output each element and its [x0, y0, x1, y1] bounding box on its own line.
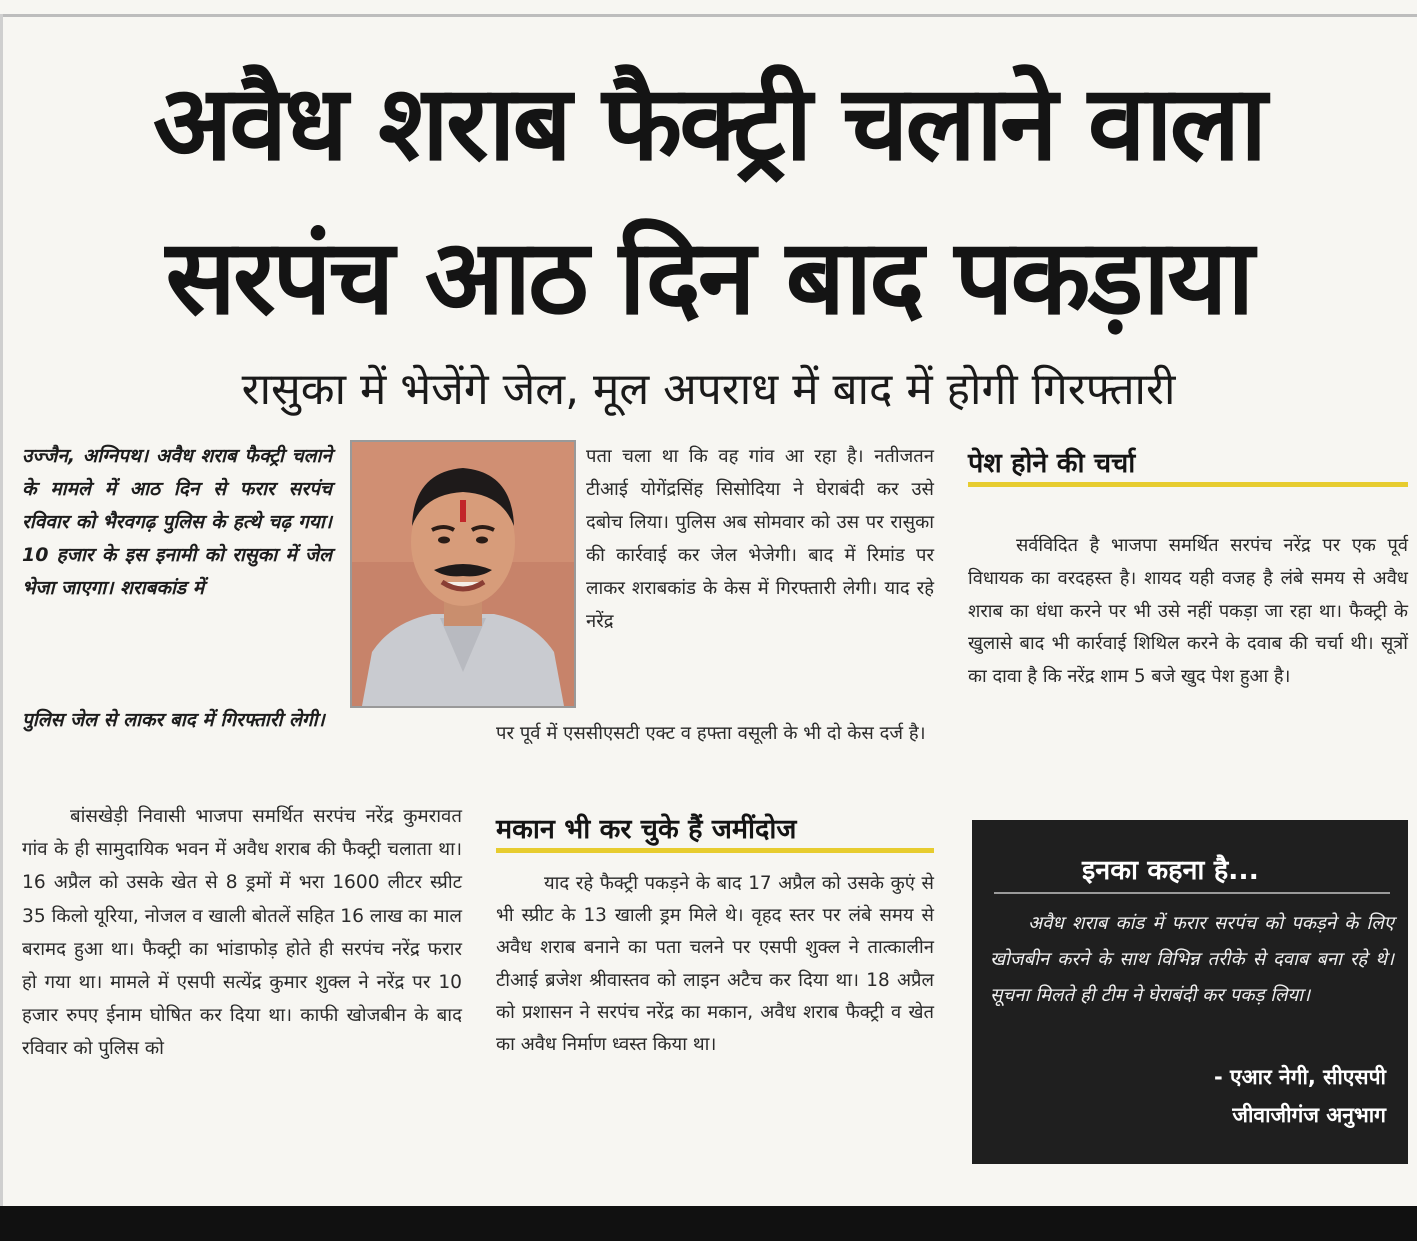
quote-text: अवैध शराब कांड में फरार सरपंच को पकड़ने के लिए खोजबीन करने के साथ विभिन्न तरीके से दवाब बना रहे थे। सूचना मिलते ही टीम ने घेराबंदी कर पकड़ लिया। [990, 913, 1394, 1006]
column-2-body: याद रहे फैक्ट्री पकड़ने के बाद 17 अप्रैल को उसके कुएं से भी स्प्रीट के 13 खाली ड्रम मिले थे। वृहद स्तर पर लंबे समय से अवैध शराब बनाने का पता चलने पर एसपी शुक्ल ने तात्कालीन टीआई ब्रजेश श्रीवास्तव को लाइन अटैच कर दिया था। 18 अप्रैल को प्रशासन ने सरपंच नरेंद्र का मकान, अवैध शराब फैक्ट्री व खेत का अवैध निर्माण ध्वस्त किया था। [496, 873, 934, 1056]
intro-paragraph-tail: पुलिस जेल से लाकर बाद में गिरफ्तारी लेगी। [22, 709, 325, 731]
left-border [0, 14, 3, 1206]
quote-title: इनका कहना है... [1082, 855, 1259, 886]
sarpanch-photo [350, 440, 576, 708]
headline-line-2: सरपंच आठ दिन बाद पकड़ाया [165, 216, 1252, 338]
quote-attribution [1214, 1058, 1386, 1134]
column-3-body: सर्वविदित है भाजपा समर्थित सरपंच नरेंद्र पर एक पूर्व विधायक का वरदहस्त है। शायद यही वजह है लंबे समय से अवैध शराब का धंधा करने पर भी उसे नहीं पकड़ा जा रहा था। फैक्ट्री के खुलासे बाद भी कार्रवाई शिथिल करने के दवाब की चर्चा थी। सूत्रों का दावा है कि नरेंद्र शाम 5 बजे खुद पेश हुआ है। [968, 535, 1408, 688]
subheading-surrender-talk: पेश होने की चर्चा [968, 448, 1136, 479]
intro-paragraph: उज्जैन, अग्निपथ। अवैध शराब फैक्ट्री चलाने के मामले में आठ दिन से फरार सरपंच रविवार को भैरवगढ़ पुलिस के हत्थे चढ़ गया। 10 हजार के इस इनामी को रासुका में जेल भेजा जाएगा। शराबकांड में [22, 445, 332, 599]
official-quote-box [972, 820, 1408, 1164]
column-2-top-tail: पर पूर्व में एससीएसटी एक्ट व हफ्ता वसूली के भी दो केस दर्ज है। [496, 723, 926, 744]
subheadline: रासुका में भेजेंगे जेल, मूल अपराध में बाद में होगी गिरफ्तारी [241, 364, 1176, 415]
portrait-illustration [352, 442, 574, 706]
column-2-top: पता चला था कि वह गांव आ रहा है। नतीजतन टीआई योगेंद्रसिंह सिसोदिया ने घेराबंदी कर उसे दबोच लिया। पुलिस अब सोमवार को उस पर रासुका की कार्रवाई कर जेल भेजेगी। बाद में रिमांड पर लाकर शराबकांड के केस में गिरफ्तारी लेगी। याद रहे नरेंद्र [586, 446, 934, 632]
bottom-black-band [0, 1206, 1417, 1241]
top-border [0, 14, 1417, 17]
subheading-underline [496, 848, 934, 853]
column-1-body: बांसखेड़ी निवासी भाजपा समर्थित सरपंच नरेंद्र कुमरावत गांव के ही सामुदायिक भवन में अवैध शराब की फैक्ट्री चलाता था। 16 अप्रैल को उसके खेत से 8 ड्रमों में भरा 1600 लीटर स्प्रीट 35 किलो यूरिया, नोजल व खाली बोतलें सहित 16 लाख का माल बरामद हुआ था। फैक्ट्री का भांडाफोड़ होते ही सरपंच नरेंद्र फरार हो गया था। मामले में एसपी सत्येंद्र कुमार शुक्ल ने नरेंद्र पर 10 हजार रुपए ईनाम घोषित कर दिया था। काफी खोजबीन के बाद रविवार को पुलिस को [22, 806, 462, 1060]
subheading-house-demolished: मकान भी कर चुके हैं जमींदोज [496, 814, 797, 845]
subheading-underline [968, 482, 1408, 487]
headline-line-1: अवैध शराब फैक्ट्री चलाने वाला [152, 62, 1265, 184]
quote-attribution-name: - एआर नेगी, सीएसपी [1213, 1065, 1386, 1089]
quote-divider [994, 892, 1390, 894]
quote-attribution-office: जीवाजीगंज अनुभाग [1232, 1103, 1386, 1127]
